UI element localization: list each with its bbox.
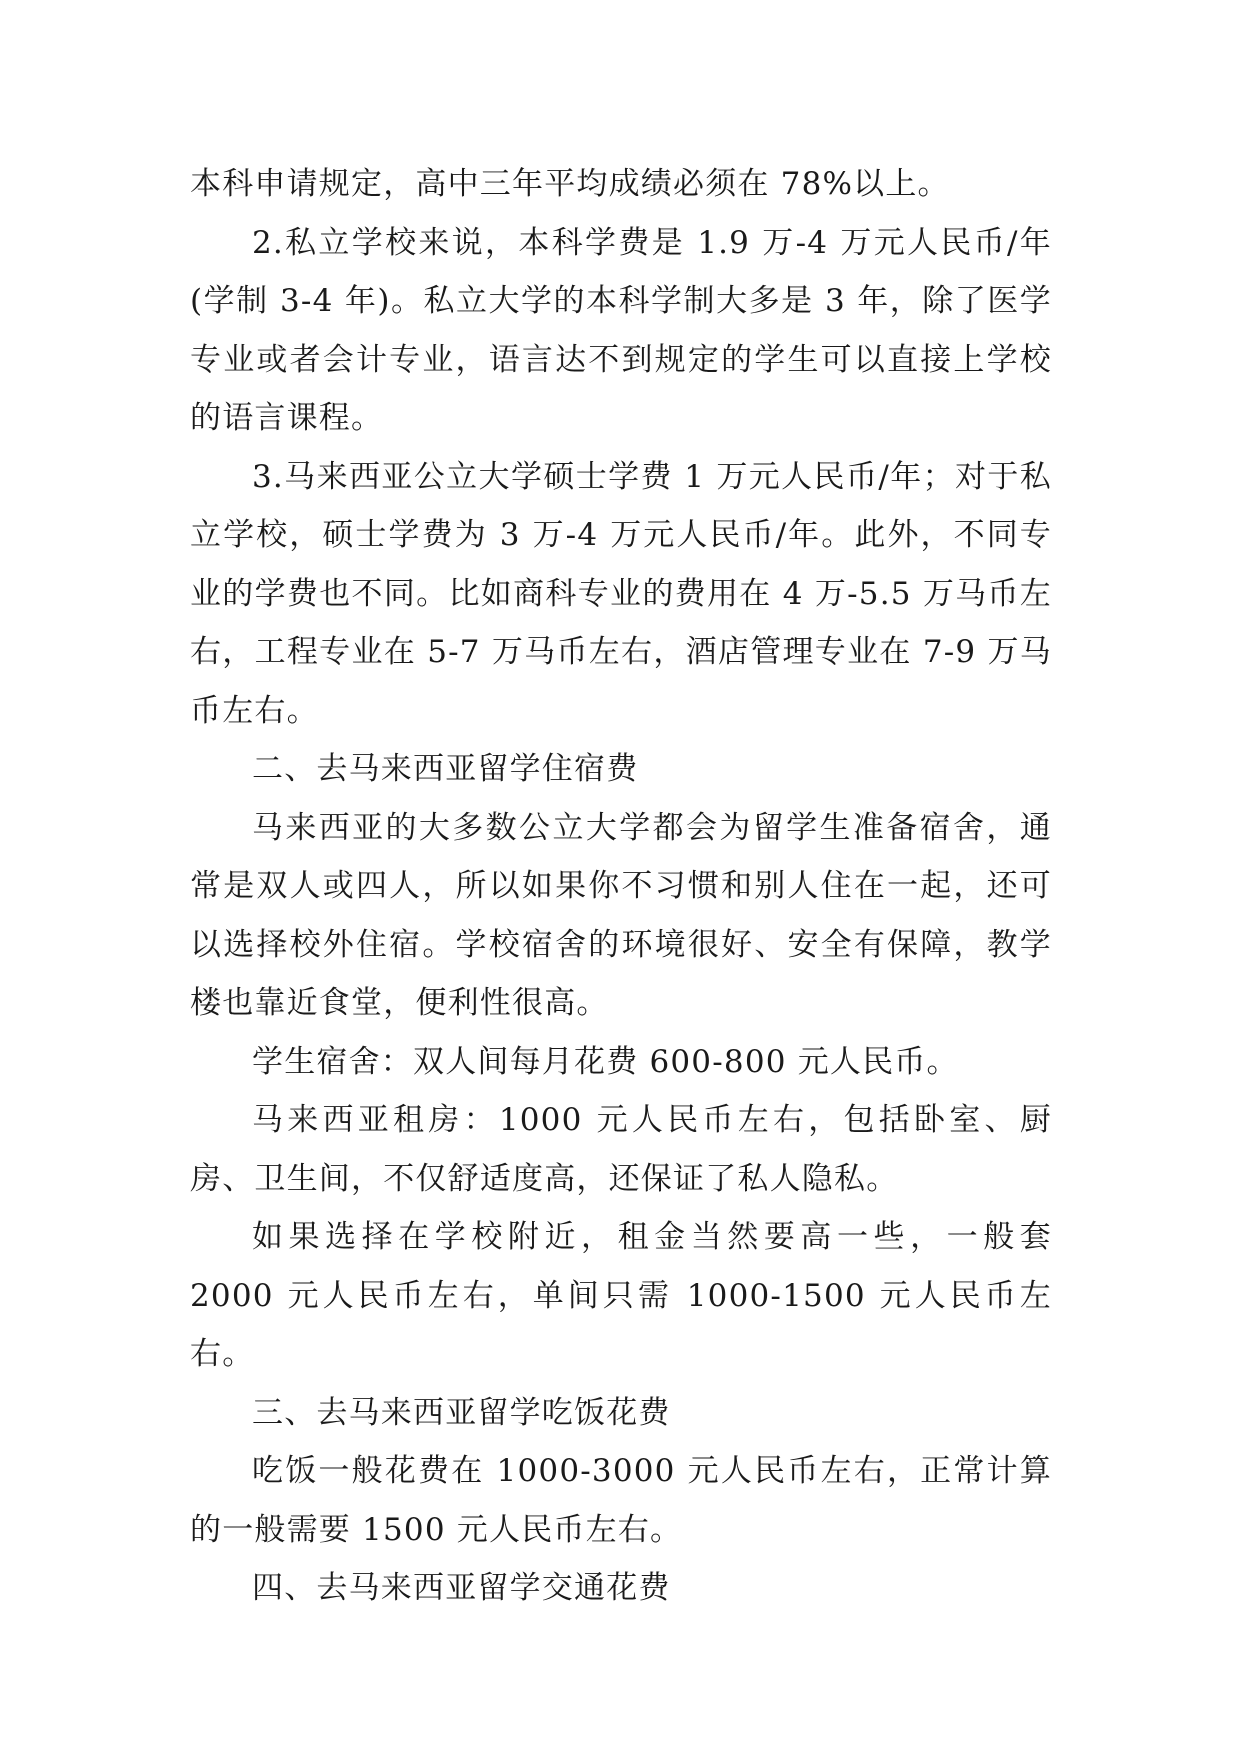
paragraph-dorm-cost: 学生宿舍：双人间每月花费 600-800 元人民币。 bbox=[252, 1043, 959, 1080]
section-heading-transport: 四、去马来西亚留学交通花费 bbox=[252, 1570, 671, 1606]
paragraph-near-school-rent: 如果选择在学校附近，租金当然要高一些，一般套 2000 元人民币左右，单间只需 1000-1500 元人民币左右。 bbox=[190, 1219, 1052, 1372]
paragraph-master-tuition: 3.马来西亚公立大学硕士学费 1 万元人民币/年；对于私立学校，硕士学费为 3 万-4 万元人民币/年。此外，不同专业的学费也不同。比如商科专业的费用在 4 万-5.5 万马币左右，工程专业在 5-7 万马币左右，酒店管理专业在 7-9 万马币左右。 bbox=[190, 458, 1052, 729]
section-heading-food: 三、去马来西亚留学吃饭花费 bbox=[252, 1394, 671, 1431]
paragraph-food-cost: 吃饭一般花费在 1000-3000 元人民币左右，正常计算的一般需要 1500 元人民币左右。 bbox=[190, 1453, 1052, 1548]
paragraph-rental-cost: 马来西亚租房：1000 元人民币左右，包括卧室、厨房、卫生间，不仅舒适度高，还保证了私人隐私。 bbox=[190, 1102, 1052, 1197]
paragraph-private-school-tuition: 2.私立学校来说，本科学费是 1.9 万-4 万元人民币/年(学制 3-4 年)。私立大学的本科学制大多是 3 年，除了医学专业或者会计专业，语言达不到规定的学生可以直接上学校的语言课程。 bbox=[190, 224, 1052, 436]
paragraph-undergrad-grade-requirement: 本科申请规定，高中三年平均成绩必须在 78%以上。 bbox=[190, 166, 950, 202]
section-heading-accommodation: 二、去马来西亚留学住宿费 bbox=[252, 751, 639, 787]
document-body bbox=[190, 155, 1052, 1618]
paragraph-dormitory-overview: 马来西亚的大多数公立大学都会为留学生准备宿舍，通常是双人或四人，所以如果你不习惯和别人住在一起，还可以选择校外住宿。学校宿舍的环境很好、安全有保障，教学楼也靠近食堂，便利性很高。 bbox=[190, 809, 1052, 1021]
